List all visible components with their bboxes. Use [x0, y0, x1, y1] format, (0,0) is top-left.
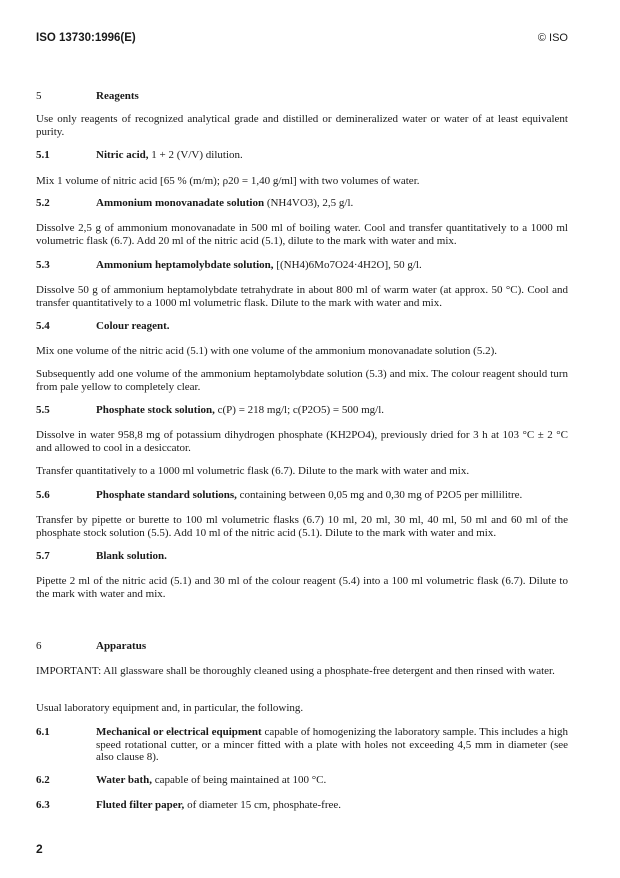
clause-6-3-number: 6.3 [36, 799, 50, 811]
standard-number: ISO 13730:1996(E) [36, 32, 136, 44]
clause-5-5-body-2: Transfer quantitatively to a 1000 ml volumetric flask (6.7). Dilute to the mark with water and mix. [36, 465, 470, 477]
section-5-heading: 5 Reagents [36, 90, 139, 102]
clause-5-3-body: Dissolve 50 g of ammonium heptamolybdate tetrahydrate in about 800 ml of warm water (at approx. 50 °C). Cool and transfer quantitatively to a 1000 ml volumetric flask. Dilute to the mark with water and mix. [36, 284, 568, 309]
clause-5-2-body: Dissolve 2,5 g of ammonium monovanadate in 500 ml of boiling water. Cool and transfer quantitatively to a 1000 ml volumetric flask (6.7). Add 20 ml of the nitric acid (5.1), dilute to the mark with water and mix. [36, 222, 568, 247]
clause-6-1-number: 6.1 [36, 726, 50, 738]
clause-6-1-text: Mechanical or electrical equipment capable of homogenizing the laboratory sample. This includes a high speed rotational cutter, or a mincer fitted with a plate with holes not exceeding 4,5 mm in diameter (see also clause 8). [96, 726, 569, 763]
clause-5-1-body: Mix 1 volume of nitric acid [65 % (m/m); ρ20 = 1,40 g/ml] with two volumes of water. [36, 175, 420, 187]
clause-5-4-body-1: Mix one volume of the nitric acid (5.1) with one volume of the ammonium monovanadate solution (5.2). [36, 345, 497, 357]
clause-5-4-body-2: Subsequently add one volume of the ammonium heptamolybdate solution (5.3) and mix. The colour reagent should turn from pale yellow to completely clear. [36, 368, 568, 393]
clause-5-6-body: Transfer by pipette or burette to 100 ml volumetric flasks (6.7) 10 ml, 20 ml, 30 ml, 40 ml, 50 ml and 60 ml of the phosphate stock solution (5.5). Add 10 ml of the nitric acid (5.1). Dilute to the mark with water and mix. [36, 514, 568, 539]
clause-5-1-heading: 5.1 Nitric acid, 1 + 2 (V/V) dilution. [36, 149, 243, 161]
clause-5-5-body-1: Dissolve in water 958,8 mg of potassium dihydrogen phosphate (KH2PO4), previously dried for 3 h at 103 °C ± 2 °C and allowed to cool in a desiccator. [36, 429, 568, 454]
clause-5-6-heading: 5.6 Phosphate standard solutions, containing between 0,05 mg and 0,30 mg of P2O5 per millilitre. [36, 489, 523, 501]
clause-6-3-text: Fluted filter paper, of diameter 15 cm, phosphate-free. [96, 799, 341, 811]
clause-5-5-heading: 5.5 Phosphate stock solution, c(P) = 218 mg/l; c(P2O5) = 500 mg/l. [36, 404, 385, 416]
clause-5-3-heading: 5.3 Ammonium heptamolybdate solution, [(NH4)6Mo7O24·4H2O], 50 g/l. [36, 259, 422, 271]
clause-5-7-heading: 5.7 Blank solution. [36, 550, 167, 562]
usual-equipment-text: Usual laboratory equipment and, in particular, the following. [36, 702, 304, 714]
clause-6-2-text: Water bath, capable of being maintained at 100 °C. [96, 774, 327, 786]
section-5-intro: Use only reagents of recognized analytical grade and distilled or demineralized water or water of at least equivalent purity. [36, 113, 568, 138]
clause-5-7-body: Pipette 2 ml of the nitric acid (5.1) and 30 ml of the colour reagent (5.4) into a 100 ml volumetric flask (6.7). Dilute to the mark with water and mix. [36, 575, 568, 600]
page-number: 2 [36, 842, 43, 856]
copyright-mark: © ISO [537, 32, 568, 44]
clause-6-2-number: 6.2 [36, 774, 50, 786]
clause-5-4-heading: 5.4 Colour reagent. [36, 320, 170, 332]
clause-5-2-heading: 5.2 Ammonium monovanadate solution (NH4VO3), 2,5 g/l. [36, 197, 354, 209]
important-note: IMPORTANT: All glassware shall be thoroughly cleaned using a phosphate-free detergent and then rinsed with water. [36, 665, 555, 677]
section-6-heading: 6 Apparatus [36, 640, 147, 652]
